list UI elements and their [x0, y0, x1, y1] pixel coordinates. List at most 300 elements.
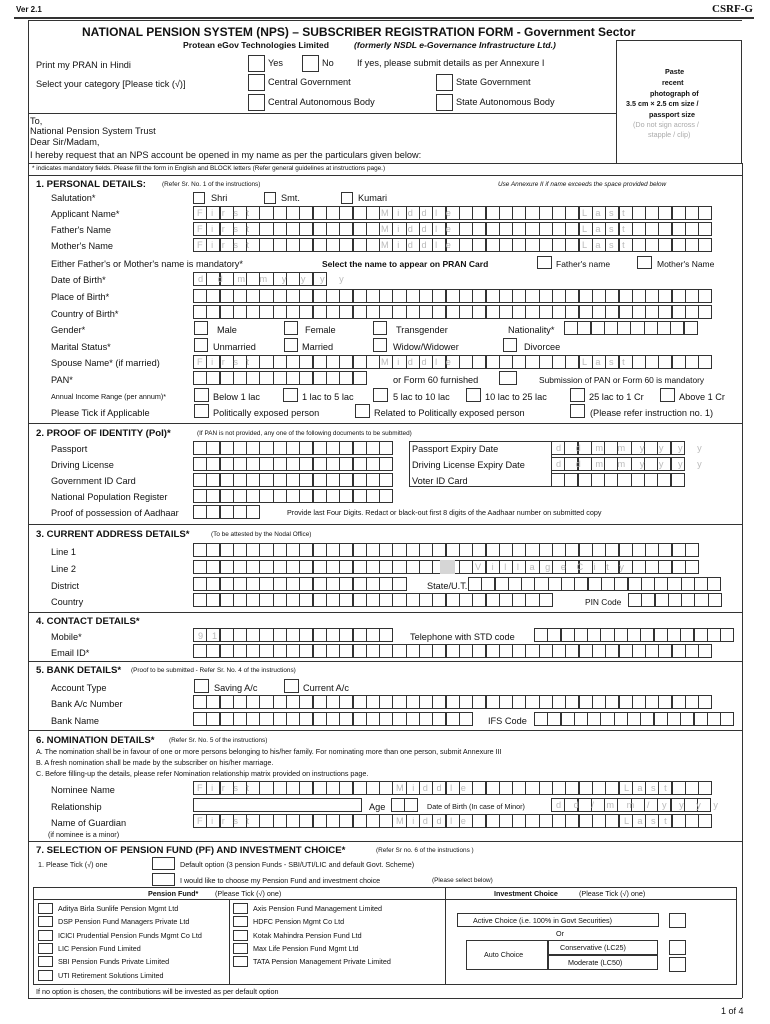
char-box[interactable]	[645, 695, 659, 709]
char-box[interactable]	[604, 321, 618, 335]
char-box[interactable]	[339, 695, 353, 709]
char-box[interactable]	[681, 593, 695, 607]
char-box[interactable]	[206, 289, 220, 303]
char-box[interactable]	[619, 695, 633, 709]
char-box[interactable]	[206, 473, 220, 487]
char-box[interactable]	[366, 206, 380, 220]
char-box[interactable]	[353, 644, 367, 658]
char-box[interactable]	[658, 238, 672, 252]
char-box[interactable]	[326, 473, 340, 487]
char-box[interactable]	[632, 222, 646, 236]
char-box[interactable]	[552, 695, 566, 709]
char-box[interactable]	[313, 781, 327, 795]
char-box[interactable]	[617, 473, 631, 487]
char-box[interactable]	[246, 628, 260, 642]
char-box[interactable]	[392, 712, 406, 726]
char-box[interactable]	[299, 577, 313, 591]
char-box[interactable]	[220, 289, 234, 303]
char-box[interactable]	[617, 321, 631, 335]
char-box[interactable]	[654, 712, 668, 726]
char-box[interactable]	[486, 222, 500, 236]
char-box[interactable]	[459, 695, 473, 709]
voter-id-grid[interactable]	[551, 473, 684, 487]
char-box[interactable]	[246, 371, 260, 385]
char-box[interactable]	[512, 305, 526, 319]
char-box[interactable]	[685, 695, 699, 709]
char-box[interactable]	[432, 289, 446, 303]
char-box[interactable]	[366, 644, 380, 658]
char-box[interactable]	[512, 355, 526, 369]
char-box[interactable]	[246, 457, 260, 471]
char-box[interactable]	[432, 644, 446, 658]
char-box[interactable]	[579, 695, 593, 709]
char-box[interactable]	[486, 238, 500, 252]
driving-license-grid[interactable]	[193, 457, 392, 471]
char-box[interactable]	[619, 305, 633, 319]
char-box[interactable]	[379, 473, 393, 487]
char-box[interactable]	[406, 289, 420, 303]
char-box[interactable]	[313, 644, 327, 658]
char-box[interactable]	[565, 814, 579, 828]
char-box[interactable]	[684, 321, 698, 335]
char-box[interactable]	[286, 305, 300, 319]
char-box[interactable]	[667, 577, 681, 591]
char-box[interactable]	[273, 489, 287, 503]
char-box[interactable]	[406, 644, 420, 658]
char-box[interactable]	[645, 206, 659, 220]
char-box[interactable]	[220, 712, 234, 726]
char-box[interactable]	[392, 305, 406, 319]
char-box[interactable]	[299, 238, 313, 252]
char-box[interactable]	[539, 781, 553, 795]
char-box[interactable]	[193, 593, 207, 607]
char-box[interactable]	[379, 489, 393, 503]
fund-checkbox[interactable]	[38, 930, 53, 941]
char-box[interactable]	[206, 457, 220, 471]
char-box[interactable]	[259, 781, 273, 795]
fund-checkbox[interactable]	[233, 903, 248, 914]
char-box[interactable]	[259, 305, 273, 319]
char-box[interactable]	[512, 814, 526, 828]
char-box[interactable]	[273, 238, 287, 252]
char-box[interactable]	[698, 238, 712, 252]
char-box[interactable]	[698, 289, 712, 303]
char-box[interactable]	[379, 543, 393, 557]
char-box[interactable]	[273, 457, 287, 471]
char-box[interactable]	[259, 371, 273, 385]
fund-checkbox[interactable]	[38, 956, 53, 967]
char-box[interactable]	[640, 628, 654, 642]
char-box[interactable]	[419, 305, 433, 319]
char-box[interactable]	[233, 712, 247, 726]
kumari-checkbox[interactable]	[341, 192, 353, 204]
char-box[interactable]	[685, 289, 699, 303]
char-box[interactable]	[658, 222, 672, 236]
char-box[interactable]	[299, 695, 313, 709]
char-box[interactable]	[286, 781, 300, 795]
char-box[interactable]	[632, 305, 646, 319]
char-box[interactable]	[220, 505, 234, 519]
char-box[interactable]	[605, 305, 619, 319]
char-box[interactable]	[273, 814, 287, 828]
fund-checkbox[interactable]	[233, 930, 248, 941]
char-box[interactable]	[366, 814, 380, 828]
email-grid[interactable]	[193, 644, 712, 658]
char-box[interactable]	[685, 560, 699, 574]
char-box[interactable]	[339, 543, 353, 557]
char-box[interactable]	[233, 289, 247, 303]
char-box[interactable]	[592, 305, 606, 319]
char-box[interactable]	[486, 355, 500, 369]
char-box[interactable]	[246, 712, 260, 726]
char-box[interactable]	[233, 441, 247, 455]
char-box[interactable]	[366, 489, 380, 503]
char-box[interactable]	[565, 355, 579, 369]
char-box[interactable]	[353, 305, 367, 319]
char-box[interactable]	[233, 305, 247, 319]
char-box[interactable]	[592, 781, 606, 795]
char-box[interactable]	[561, 712, 575, 726]
char-box[interactable]	[259, 473, 273, 487]
char-box[interactable]	[472, 222, 486, 236]
char-box[interactable]	[680, 712, 694, 726]
char-box[interactable]	[579, 543, 593, 557]
char-box[interactable]	[246, 543, 260, 557]
char-box[interactable]	[499, 695, 513, 709]
char-box[interactable]	[632, 355, 646, 369]
char-box[interactable]	[392, 560, 406, 574]
char-box[interactable]	[233, 473, 247, 487]
char-box[interactable]	[353, 814, 367, 828]
char-box[interactable]	[299, 543, 313, 557]
char-box[interactable]	[379, 695, 393, 709]
char-box[interactable]	[446, 712, 460, 726]
char-box[interactable]	[259, 560, 273, 574]
char-box[interactable]	[587, 628, 601, 642]
char-box[interactable]	[591, 473, 605, 487]
char-box[interactable]	[565, 206, 579, 220]
aadhaar-grid[interactable]	[193, 505, 259, 519]
char-box[interactable]	[286, 371, 300, 385]
char-box[interactable]	[486, 289, 500, 303]
char-box[interactable]	[286, 644, 300, 658]
char-box[interactable]	[539, 222, 553, 236]
char-box[interactable]	[366, 593, 380, 607]
char-box[interactable]	[512, 289, 526, 303]
char-box[interactable]	[326, 441, 340, 455]
char-box[interactable]	[206, 489, 220, 503]
char-box[interactable]	[552, 206, 566, 220]
char-box[interactable]	[645, 644, 659, 658]
char-box[interactable]	[499, 644, 513, 658]
char-box[interactable]	[446, 289, 460, 303]
char-box[interactable]	[432, 543, 446, 557]
char-box[interactable]	[552, 355, 566, 369]
char-box[interactable]	[685, 814, 699, 828]
current-checkbox[interactable]	[284, 679, 299, 693]
char-box[interactable]	[685, 781, 699, 795]
char-box[interactable]	[539, 543, 553, 557]
char-box[interactable]	[432, 695, 446, 709]
char-box[interactable]	[392, 543, 406, 557]
char-box[interactable]	[233, 644, 247, 658]
fund-checkbox[interactable]	[233, 956, 248, 967]
char-box[interactable]	[193, 560, 207, 574]
char-box[interactable]	[286, 206, 300, 220]
char-box[interactable]	[366, 560, 380, 574]
char-box[interactable]	[406, 695, 420, 709]
income-3-checkbox[interactable]	[373, 388, 388, 402]
char-box[interactable]	[601, 577, 615, 591]
char-box[interactable]	[379, 593, 393, 607]
char-box[interactable]	[259, 712, 273, 726]
char-box[interactable]	[406, 593, 420, 607]
char-box[interactable]	[259, 814, 273, 828]
char-box[interactable]	[574, 628, 588, 642]
char-box[interactable]	[326, 206, 340, 220]
char-box[interactable]	[658, 305, 672, 319]
char-box[interactable]	[233, 560, 247, 574]
char-box[interactable]	[667, 628, 681, 642]
char-box[interactable]	[534, 712, 548, 726]
char-box[interactable]	[512, 593, 526, 607]
char-box[interactable]	[565, 238, 579, 252]
char-box[interactable]	[313, 206, 327, 220]
char-box[interactable]	[446, 543, 460, 557]
char-box[interactable]	[220, 577, 234, 591]
char-box[interactable]	[246, 560, 260, 574]
char-box[interactable]	[286, 457, 300, 471]
char-box[interactable]	[525, 222, 539, 236]
char-box[interactable]	[392, 577, 406, 591]
char-box[interactable]	[552, 644, 566, 658]
char-box[interactable]	[406, 560, 420, 574]
char-box[interactable]	[259, 289, 273, 303]
char-box[interactable]	[552, 781, 566, 795]
female-checkbox[interactable]	[284, 321, 298, 335]
char-box[interactable]	[259, 355, 273, 369]
char-box[interactable]	[286, 712, 300, 726]
char-box[interactable]	[391, 798, 405, 812]
char-box[interactable]	[641, 577, 655, 591]
char-box[interactable]	[547, 712, 561, 726]
central-govt-checkbox[interactable]	[248, 74, 265, 91]
state-govt-checkbox[interactable]	[436, 74, 453, 91]
char-box[interactable]	[534, 628, 548, 642]
char-box[interactable]	[339, 457, 353, 471]
char-box[interactable]	[680, 628, 694, 642]
char-box[interactable]	[220, 473, 234, 487]
char-box[interactable]	[339, 644, 353, 658]
char-box[interactable]	[525, 355, 539, 369]
char-box[interactable]	[579, 644, 593, 658]
address-line1-grid[interactable]	[193, 543, 698, 557]
pan-grid[interactable]	[193, 371, 366, 385]
char-box[interactable]	[286, 473, 300, 487]
char-box[interactable]	[499, 222, 513, 236]
char-box[interactable]	[273, 289, 287, 303]
char-box[interactable]	[353, 560, 367, 574]
char-box[interactable]	[366, 222, 380, 236]
unmarried-checkbox[interactable]	[194, 338, 208, 352]
char-box[interactable]	[551, 473, 565, 487]
char-box[interactable]	[299, 289, 313, 303]
char-box[interactable]	[632, 206, 646, 220]
char-box[interactable]	[698, 644, 712, 658]
char-box[interactable]	[605, 644, 619, 658]
char-box[interactable]	[193, 577, 207, 591]
char-box[interactable]	[339, 712, 353, 726]
char-box[interactable]	[206, 695, 220, 709]
income-2-checkbox[interactable]	[283, 388, 298, 402]
char-box[interactable]	[299, 628, 313, 642]
char-box[interactable]	[707, 628, 721, 642]
char-box[interactable]	[604, 473, 618, 487]
char-box[interactable]	[539, 814, 553, 828]
char-box[interactable]	[645, 543, 659, 557]
char-box[interactable]	[645, 222, 659, 236]
char-box[interactable]	[681, 577, 695, 591]
male-checkbox[interactable]	[194, 321, 208, 335]
divorcee-checkbox[interactable]	[503, 338, 517, 352]
char-box[interactable]	[286, 628, 300, 642]
char-box[interactable]	[459, 238, 473, 252]
char-box[interactable]	[273, 543, 287, 557]
char-box[interactable]	[366, 441, 380, 455]
char-box[interactable]	[539, 593, 553, 607]
char-box[interactable]	[246, 577, 260, 591]
char-box[interactable]	[521, 577, 535, 591]
char-box[interactable]	[672, 781, 686, 795]
char-box[interactable]	[588, 577, 602, 591]
nationality-grid[interactable]	[564, 321, 697, 335]
char-box[interactable]	[561, 628, 575, 642]
char-box[interactable]	[698, 355, 712, 369]
char-box[interactable]	[655, 593, 669, 607]
char-box[interactable]	[392, 644, 406, 658]
char-box[interactable]	[366, 695, 380, 709]
char-box[interactable]	[525, 814, 539, 828]
char-box[interactable]	[565, 695, 579, 709]
char-box[interactable]	[299, 814, 313, 828]
char-box[interactable]	[654, 628, 668, 642]
char-box[interactable]	[366, 457, 380, 471]
char-box[interactable]	[220, 441, 234, 455]
char-box[interactable]	[353, 593, 367, 607]
income-5-checkbox[interactable]	[570, 388, 585, 402]
char-box[interactable]	[379, 457, 393, 471]
place-of-birth-grid[interactable]	[193, 289, 712, 303]
char-box[interactable]	[286, 489, 300, 503]
char-box[interactable]	[326, 560, 340, 574]
char-box[interactable]	[339, 781, 353, 795]
char-box[interactable]	[499, 543, 513, 557]
char-box[interactable]	[579, 814, 593, 828]
char-box[interactable]	[539, 206, 553, 220]
central-auto-checkbox[interactable]	[248, 94, 265, 111]
char-box[interactable]	[220, 644, 234, 658]
char-box[interactable]	[259, 593, 273, 607]
char-box[interactable]	[628, 577, 642, 591]
char-box[interactable]	[366, 628, 380, 642]
char-box[interactable]	[446, 695, 460, 709]
char-box[interactable]	[565, 781, 579, 795]
char-box[interactable]	[299, 644, 313, 658]
char-box[interactable]	[525, 206, 539, 220]
char-box[interactable]	[339, 628, 353, 642]
char-box[interactable]	[339, 305, 353, 319]
char-box[interactable]	[206, 560, 220, 574]
char-box[interactable]	[432, 305, 446, 319]
char-box[interactable]	[193, 543, 207, 557]
char-box[interactable]	[326, 238, 340, 252]
char-box[interactable]	[259, 543, 273, 557]
char-box[interactable]	[486, 543, 500, 557]
char-box[interactable]	[499, 355, 513, 369]
char-box[interactable]	[670, 321, 684, 335]
char-box[interactable]	[459, 206, 473, 220]
mothers-name-pran-checkbox[interactable]	[637, 256, 652, 269]
char-box[interactable]	[286, 695, 300, 709]
char-box[interactable]	[685, 305, 699, 319]
age-grid[interactable]	[391, 798, 418, 812]
char-box[interactable]	[419, 644, 433, 658]
income-1-checkbox[interactable]	[194, 388, 209, 402]
char-box[interactable]	[627, 712, 641, 726]
char-box[interactable]	[512, 695, 526, 709]
char-box[interactable]	[707, 712, 721, 726]
char-box[interactable]	[313, 355, 327, 369]
char-box[interactable]	[486, 593, 500, 607]
char-box[interactable]	[419, 543, 433, 557]
char-box[interactable]	[299, 206, 313, 220]
char-box[interactable]	[193, 695, 207, 709]
char-box[interactable]	[508, 577, 522, 591]
char-box[interactable]	[486, 814, 500, 828]
char-box[interactable]	[313, 441, 327, 455]
char-box[interactable]	[720, 712, 734, 726]
char-box[interactable]	[379, 644, 393, 658]
char-box[interactable]	[512, 238, 526, 252]
char-box[interactable]	[499, 593, 513, 607]
char-box[interactable]	[206, 305, 220, 319]
char-box[interactable]	[220, 593, 234, 607]
char-box[interactable]	[379, 305, 393, 319]
char-box[interactable]	[472, 644, 486, 658]
char-box[interactable]	[193, 289, 207, 303]
char-box[interactable]	[366, 781, 380, 795]
char-box[interactable]	[481, 577, 495, 591]
char-box[interactable]	[644, 321, 658, 335]
char-box[interactable]	[698, 206, 712, 220]
char-box[interactable]	[632, 543, 646, 557]
char-box[interactable]	[206, 593, 220, 607]
char-box[interactable]	[326, 489, 340, 503]
char-box[interactable]	[579, 305, 593, 319]
char-box[interactable]	[379, 781, 393, 795]
char-box[interactable]	[446, 593, 460, 607]
char-box[interactable]	[472, 543, 486, 557]
char-box[interactable]	[552, 289, 566, 303]
char-box[interactable]	[339, 577, 353, 591]
char-box[interactable]	[379, 441, 393, 455]
char-box[interactable]	[233, 628, 247, 642]
char-box[interactable]	[605, 695, 619, 709]
char-box[interactable]	[233, 577, 247, 591]
char-box[interactable]	[707, 577, 721, 591]
char-box[interactable]	[233, 371, 247, 385]
char-box[interactable]	[259, 695, 273, 709]
